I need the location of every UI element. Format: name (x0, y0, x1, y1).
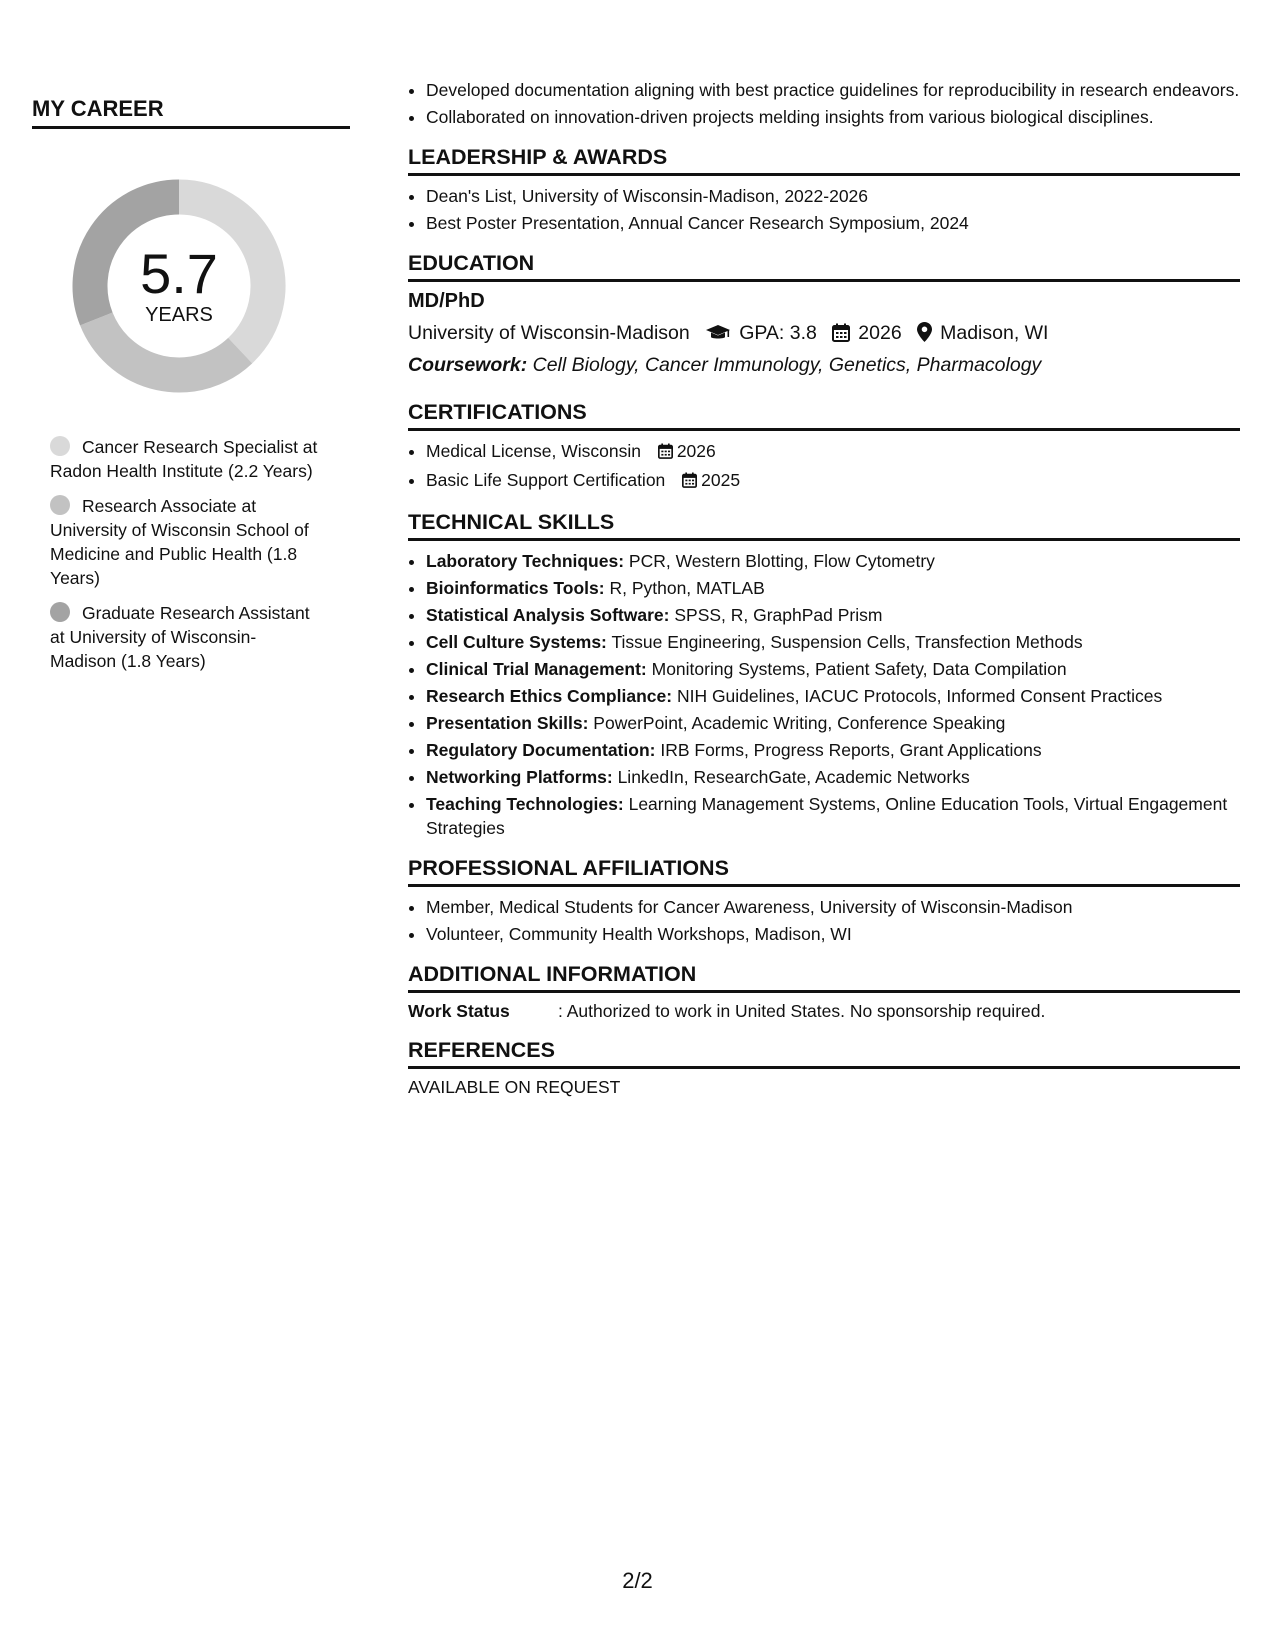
skill-value: SPSS, R, GraphPad Prism (674, 605, 883, 625)
calendar-icon (682, 470, 697, 494)
legend-item (50, 494, 320, 590)
experience-bullets (408, 78, 1240, 129)
certification-name: Basic Life Support Certification (426, 470, 666, 490)
certification-year: 2025 (701, 470, 741, 490)
skill-value: PCR, Western Blotting, Flow Cytometry (628, 551, 935, 571)
skill-label: Research Ethics Compliance: (426, 686, 673, 706)
coursework-label: Coursework: (408, 354, 528, 376)
work-status-value: : Authorized to work in United States. No sponsorship required. (558, 1001, 1046, 1021)
education-heading: EDUCATION (408, 251, 1240, 282)
list-item (426, 576, 1240, 600)
list-item (426, 603, 1240, 627)
references-text: AVAILABLE ON REQUEST (408, 1077, 621, 1097)
certifications-list (408, 439, 1240, 494)
skill-value: IRB Forms, Progress Reports, Grant Applications (660, 740, 1042, 760)
graduation-cap-icon (705, 322, 731, 350)
skills-list (408, 549, 1240, 840)
list-item: • Best Poster Presentation, Annual Cancer Research Symposium, 2024 (426, 211, 1240, 235)
coursework-list: Cell Biology, Cancer Immunology, Genetics, Pharmacology (532, 354, 1042, 376)
leadership-heading: LEADERSHIP & AWARDS (408, 145, 1240, 176)
legend-dot (50, 602, 70, 622)
skill-value: Learning Management Systems, Online Education Tools, Virtual Engagement Strategies (426, 794, 1228, 838)
list-item (426, 468, 1240, 494)
skill-label: Presentation Skills: (426, 713, 589, 733)
certifications-heading: CERTIFICATIONS (408, 400, 1240, 431)
work-status-row (408, 1001, 1240, 1022)
page-number: 2/2 (622, 1568, 653, 1593)
career-donut-chart (66, 173, 292, 399)
map-marker-icon (917, 322, 932, 350)
skill-value: Tissue Engineering, Suspension Cells, Transfection Methods (611, 632, 1083, 652)
legend-item (50, 601, 320, 673)
leadership-list (408, 184, 1240, 235)
skill-label: Bioinformatics Tools: (426, 578, 605, 598)
certification-year: 2026 (676, 441, 716, 461)
skill-label: Regulatory Documentation: (426, 740, 656, 760)
gpa: GPA: 3.8 (739, 322, 817, 344)
career-legend (50, 435, 320, 673)
school-location: Madison, WI (940, 322, 1049, 344)
list-item: • Member, Medical Students for Cancer Awareness, University of Wisconsin-Madison (426, 895, 1240, 919)
affiliations-list (408, 895, 1240, 946)
resume-main (408, 78, 1240, 1098)
skill-value: LinkedIn, ResearchGate, Academic Networks (617, 767, 970, 787)
sidebar-title: MY CAREER (32, 96, 350, 129)
skill-label: Networking Platforms: (426, 767, 613, 787)
donut-center (66, 173, 292, 399)
list-item (426, 711, 1240, 735)
list-item: • Dean's List, University of Wisconsin-Madison, 2022-2026 (426, 184, 1240, 208)
list-item: • Developed documentation aligning with best practice guidelines for reproducibility in research endeavors. (426, 78, 1240, 102)
coursework (408, 350, 1240, 380)
graduation-year: 2026 (858, 322, 902, 344)
legend-dot (50, 495, 70, 515)
legend-label: Research Associate at University of Wisconsin School of Medicine and Public Health (1.8 Years) (50, 496, 309, 588)
skill-value: Monitoring Systems, Patient Safety, Data Compilation (651, 659, 1067, 679)
list-item (426, 549, 1240, 573)
legend-label: Graduate Research Assistant at University of Wisconsin-Madison (1.8 Years) (50, 603, 310, 671)
school-name: University of Wisconsin-Madison (408, 322, 690, 344)
skill-label: Clinical Trial Management: (426, 659, 647, 679)
list-item: • Collaborated on innovation-driven projects melding insights from various biological disciplines. (426, 105, 1240, 129)
list-item (426, 657, 1240, 681)
skill-value: R, Python, MATLAB (609, 578, 765, 598)
references-heading: REFERENCES (408, 1038, 1240, 1069)
skill-value: PowerPoint, Academic Writing, Conference Speaking (593, 713, 1006, 733)
affiliations-heading: PROFESSIONAL AFFILIATIONS (408, 856, 1240, 887)
work-status-label: Work Status (408, 1001, 510, 1021)
skill-label: Laboratory Techniques: (426, 551, 625, 571)
legend-label: Cancer Research Specialist at Radon Health Institute (2.2 Years) (50, 437, 318, 481)
total-years-unit: YEARS (145, 303, 213, 326)
list-item (426, 684, 1240, 708)
skills-heading: TECHNICAL SKILLS (408, 510, 1240, 541)
skill-label: Statistical Analysis Software: (426, 605, 670, 625)
list-item: • Volunteer, Community Health Workshops, Madison, WI (426, 922, 1240, 946)
skill-value: NIH Guidelines, IACUC Protocols, Informed Consent Practices (676, 686, 1163, 706)
list-item (426, 738, 1240, 762)
additional-info-heading: ADDITIONAL INFORMATION (408, 962, 1240, 993)
degree-title: MD/PhD (408, 290, 485, 312)
education-details (408, 319, 1240, 350)
total-years-value: 5.7 (140, 241, 218, 305)
skill-label: Teaching Technologies: (426, 794, 624, 814)
list-item (426, 765, 1240, 789)
list-item (426, 792, 1240, 840)
list-item (426, 630, 1240, 654)
list-item (426, 439, 1240, 465)
calendar-icon (658, 441, 673, 465)
calendar-icon (832, 322, 850, 350)
skill-label: Cell Culture Systems: (426, 632, 607, 652)
certification-name: Medical License, Wisconsin (426, 441, 641, 461)
legend-item (50, 435, 320, 483)
legend-dot (50, 436, 70, 456)
career-sidebar (32, 96, 350, 684)
